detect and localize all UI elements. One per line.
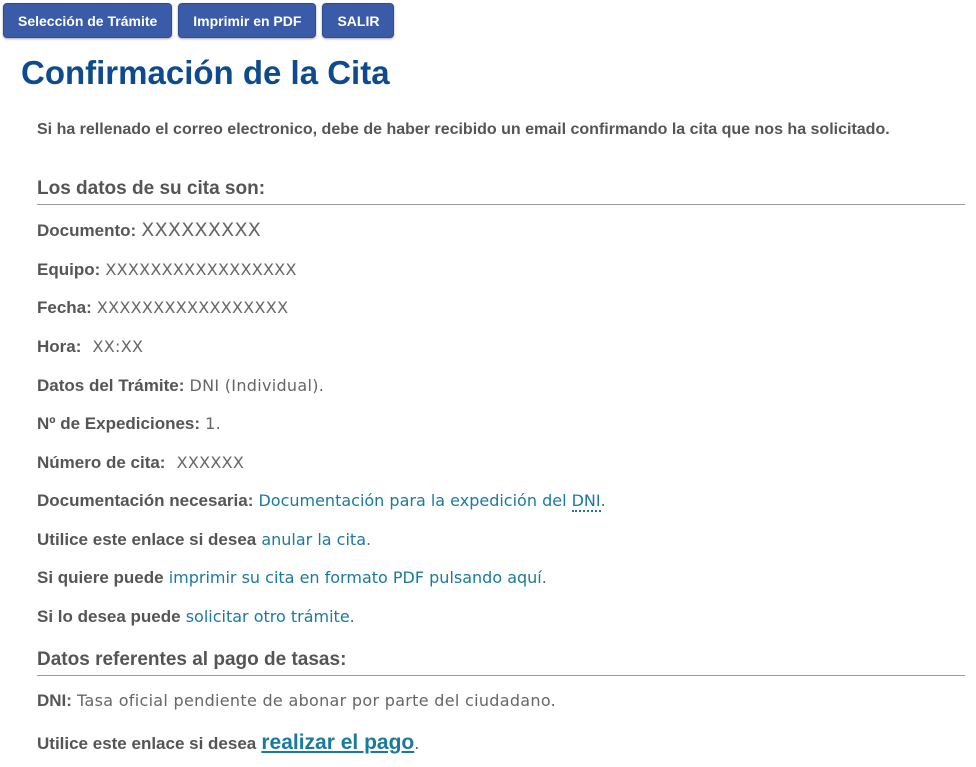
tramite-row	[37, 376, 324, 396]
imprimir-row	[37, 568, 547, 588]
documento-row	[37, 219, 261, 241]
tramite-value: DNI (Individual).	[189, 376, 325, 395]
realizar-pago-link[interactable]: realizar el pago	[261, 731, 415, 754]
imprimir-pdf-link[interactable]: imprimir su cita en formato PDF pulsando aquí	[168, 568, 542, 587]
fecha-value: XXXXXXXXXXXXXXXXX	[96, 298, 289, 317]
expediciones-label: Nº de Expediciones:	[37, 414, 201, 433]
intro-text: Si ha rellenado el correo electronico, debe de haber recibido un email confirmando la cita que nos ha solicitado.	[37, 121, 890, 138]
equipo-label: Equipo:	[37, 260, 101, 279]
salir-button[interactable]: SALIR	[322, 3, 394, 38]
imprimir-suffix: .	[541, 568, 547, 587]
documentacion-label: Documentación necesaria:	[37, 491, 254, 510]
hora-value: XX:XX	[92, 337, 144, 356]
equipo-value: XXXXXXXXXXXXXXXXX	[105, 260, 297, 279]
imprimir-pdf-button[interactable]: Imprimir en PDF	[178, 3, 316, 38]
realizar-pago-row	[37, 731, 419, 755]
top-toolbar	[3, 3, 394, 38]
tramite-label: Datos del Trámite:	[37, 376, 185, 395]
anular-suffix: .	[366, 530, 372, 549]
solicitar-otro-tramite-link[interactable]: solicitar otro trámite	[185, 607, 350, 626]
otro-tramite-row	[37, 607, 355, 627]
expediciones-row	[37, 414, 221, 434]
numero-cita-value: XXXXXX	[176, 453, 245, 472]
anular-prefix: Utilice este enlace si desea	[37, 530, 257, 549]
numero-cita-label: Número de cita:	[37, 453, 166, 472]
imprimir-prefix: Si quiere puede	[37, 568, 164, 587]
fecha-row	[37, 298, 288, 318]
pago-dni-value: Tasa oficial pendiente de abonar por parte del ciudadano.	[77, 691, 557, 710]
documento-label: Documento:	[37, 221, 137, 240]
anular-row	[37, 530, 371, 550]
otro-prefix: Si lo desea puede	[37, 607, 181, 626]
pago-dni-label: DNI:	[37, 691, 72, 710]
otro-suffix: .	[349, 607, 355, 626]
pago-section-title: Datos referentes al pago de tasas:	[37, 649, 965, 676]
expediciones-value: 1.	[205, 414, 221, 433]
dni-abbr: DNI	[571, 491, 601, 510]
numero-cita-row	[37, 453, 244, 473]
documentacion-link[interactable]	[258, 491, 600, 512]
seleccion-tramite-button[interactable]: Selección de Trámite	[3, 3, 172, 38]
equipo-row	[37, 260, 297, 280]
documentacion-suffix: .	[600, 491, 606, 510]
documentacion-link-text: Documentación para la expedición del	[258, 491, 572, 510]
fecha-label: Fecha:	[37, 298, 92, 317]
hora-row	[37, 337, 143, 357]
anular-cita-link[interactable]: anular la cita	[261, 530, 366, 549]
documento-value: XXXXXXXXX	[141, 219, 262, 241]
realizar-suffix: .	[414, 734, 420, 753]
realizar-prefix: Utilice este enlace si desea	[37, 734, 257, 753]
pago-dni-row	[37, 691, 556, 711]
documentacion-row	[37, 491, 606, 511]
page-title: Confirmación de la Cita	[21, 54, 390, 91]
cita-section-title: Los datos de su cita son:	[37, 178, 965, 205]
hora-label: Hora:	[37, 337, 82, 356]
